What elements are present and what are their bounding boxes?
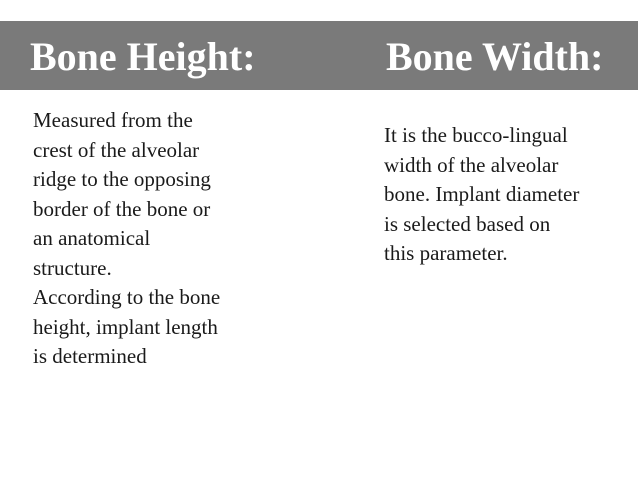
text-line: According to the bone <box>33 285 221 309</box>
text-line: ridge to the opposing <box>33 167 211 191</box>
text-line: is selected based on <box>384 211 551 236</box>
text-line: width of the alveolar <box>384 152 559 177</box>
text-line: It is the bucco-lingual <box>384 123 568 147</box>
slide-top-margin <box>0 0 638 21</box>
text-line: bone. Implant diameter <box>384 182 580 206</box>
text-line: this parameter. <box>384 241 508 265</box>
bone-width-description <box>384 121 629 269</box>
text-line: border of the bone or <box>33 196 211 221</box>
bone-height-description <box>33 106 273 372</box>
text-line: structure. <box>33 255 112 280</box>
text-line: crest of the alveolar <box>33 137 200 162</box>
text-line: Measured from the <box>33 108 193 132</box>
bone-height-title: Bone Height: <box>30 34 256 79</box>
text-line: height, implant length <box>33 314 218 339</box>
bone-width-title: Bone Width: <box>386 34 604 79</box>
text-line: an anatomical <box>33 226 151 250</box>
text-line: is determined <box>33 344 147 368</box>
